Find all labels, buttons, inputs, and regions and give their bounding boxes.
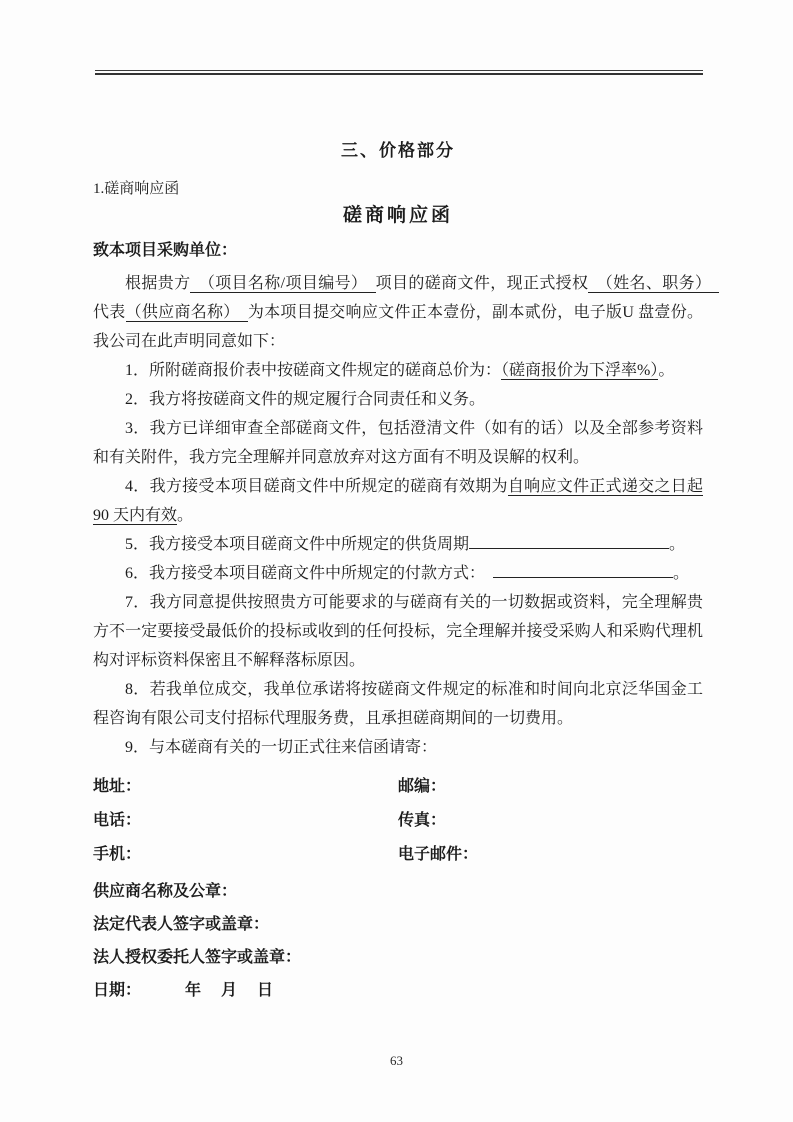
subsection-title: 1.磋商响应函: [93, 181, 180, 197]
item-7: [93, 588, 703, 675]
item-2: [93, 385, 703, 414]
item-4: [93, 472, 703, 530]
date-line: [93, 974, 703, 1007]
salutation: 致本项目采购单位：: [93, 242, 238, 259]
contact-block: [93, 770, 703, 872]
phone-label: 电话：: [93, 812, 142, 829]
intro-segment: 代表: [93, 304, 126, 321]
legal-representative-signature-label: 法定代表人签字或盖章：: [93, 916, 270, 933]
item-5-blank-line: [469, 532, 669, 549]
email-label: 电子邮件：: [398, 846, 479, 863]
section-title: 三、价格部分: [341, 141, 455, 160]
item-text: 。: [669, 536, 686, 553]
intro-segment: 为本项目提交响应文件正本壹份，副本贰份，电子版U 盘壹份。我公司在此声明同意如下：: [93, 304, 703, 350]
item-1: [93, 356, 703, 385]
item-4-underlined-value: 自响应文件正式递交之日起90 天内有效: [93, 478, 703, 524]
intro-blank-project-name: （项目名称/项目编号）: [190, 275, 376, 292]
item-text: 。: [177, 507, 194, 524]
item-6-blank-line: [493, 561, 673, 578]
fax-label: 传真：: [398, 812, 447, 829]
item-8: [93, 675, 703, 733]
item-text: 4．我方接受本项目磋商文件中所规定的磋商有效期为: [125, 478, 508, 495]
contact-row: [93, 770, 703, 804]
item-1-underlined-value: （磋商报价为下浮率%）: [501, 362, 659, 379]
contact-row: [93, 838, 703, 872]
supplier-name-seal-label: 供应商名称及公章：: [93, 883, 238, 900]
item-text: 1．所附磋商报价表中按磋商文件规定的磋商总价为：: [125, 362, 502, 379]
item-text: 6．我方接受本项目磋商文件中所规定的付款方式：: [125, 565, 486, 582]
item-text: 7．我方同意提供按照贵方可能要求的与磋商有关的一切数据或资料，完全理解贵方不一定要接受最低价的投标或收到的任何投标，完全理解并接受采购人和采购代理机构对评标资料保密且不解释落标原因。: [93, 594, 703, 669]
date-year-label: 年: [185, 982, 202, 999]
item-text: 3．我方已详细审查全部磋商文件，包括澄清文件（如有的话）以及全部参考资料和有关附件，我方完全理解并同意放弃对这方面有不明及误解的权利。: [93, 420, 703, 466]
item-text: 。: [658, 362, 675, 379]
date-day-label: 日: [257, 982, 274, 999]
date-label: 日期：: [93, 982, 142, 999]
address-label: 地址：: [93, 778, 142, 795]
signature-block: [93, 875, 703, 1007]
mobile-label: 手机：: [93, 846, 142, 863]
item-3: [93, 414, 703, 472]
intro-blank-person-name: （姓名、职务）: [588, 275, 719, 292]
contact-row: [93, 804, 703, 838]
item-text: 2．我方将按磋商文件的规定履行合同责任和义务。: [125, 391, 486, 408]
item-9: [93, 733, 703, 762]
postcode-label: 邮编：: [398, 778, 447, 795]
intro-segment: 项目的磋商文件，现正式授权: [375, 275, 589, 292]
intro-segment: 根据贵方: [125, 275, 191, 292]
item-text: 8．若我单位成交，我单位承诺将按磋商文件规定的标准和时间向北京泛华国金工程咨询有限公司支付招标代理服务费，且承担磋商期间的一切费用。: [93, 681, 703, 727]
page-number: 63: [390, 1053, 403, 1068]
item-text: 。: [673, 565, 690, 582]
page-content: [93, 139, 719, 1007]
date-month-label: 月: [221, 982, 238, 999]
item-5: [93, 530, 703, 559]
item-6: [93, 559, 703, 588]
letter-title: 磋商响应函: [342, 205, 453, 226]
header-rule: [95, 70, 703, 75]
intro-blank-supplier-name: （供应商名称）: [125, 304, 248, 321]
item-text: 9．与本磋商有关的一切正式往来信函请寄：: [125, 739, 438, 756]
item-text: 5．我方接受本项目磋商文件中所规定的供货周期: [125, 536, 470, 553]
authorized-agent-signature-label: 法人授权委托人签字或盖章：: [93, 949, 302, 966]
intro-paragraph: [93, 269, 719, 356]
